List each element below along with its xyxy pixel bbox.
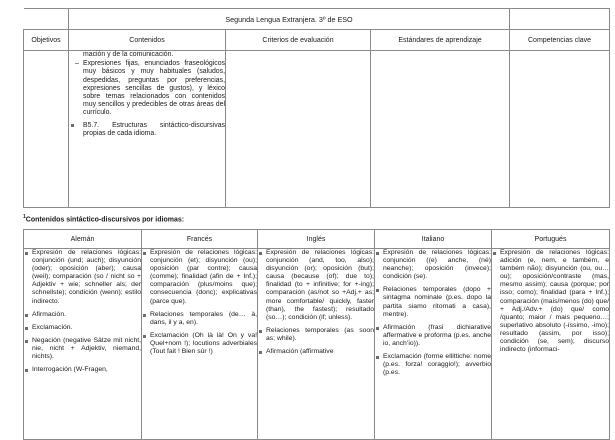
list-item-text: Relaciones temporales (de… à, dans, il y a, en). xyxy=(150,310,257,326)
list-item xyxy=(375,249,491,281)
list-item xyxy=(142,249,257,306)
header-aleman: Alemán xyxy=(24,230,142,249)
list-item xyxy=(375,324,491,348)
square-bullet-icon xyxy=(25,314,28,317)
list-item-text: Exclamación. xyxy=(32,323,73,331)
blank-corner-cell xyxy=(24,9,69,30)
list-item xyxy=(492,249,609,354)
list-item-text: Expresión de relaciones lógicas: conjunción ((e) anche, (né) neanche); oposición (invece); condición (se). xyxy=(383,249,491,281)
square-bullet-icon xyxy=(71,124,74,127)
square-bullet-icon xyxy=(143,252,146,255)
square-bullet-icon xyxy=(259,252,262,255)
list-item xyxy=(24,311,141,319)
estandares-cell xyxy=(371,51,510,208)
content-dash-item: – Expresiones fijas, enunciados fraseológicos muy básicos y muy habituales (saludos, despedidas, preguntas por preferencias, expresiones sencillas de gustos), y léxico sobre temas relacionados con contenidos muy sencillos y predecibles de otras áreas del currículo. xyxy=(69,60,225,117)
criterios-cell xyxy=(226,51,371,208)
list-item xyxy=(258,348,374,356)
square-bullet-icon xyxy=(25,252,28,255)
header-estandares: Estándares de aprendizaje xyxy=(371,30,510,51)
content-intro: mación y de la comunicación. xyxy=(83,51,174,58)
square-bullet-icon xyxy=(259,330,262,333)
square-bullet-icon xyxy=(25,340,28,343)
list-item-text: Negación (negative Sätze mit nicht, nie, nicht + Adjektiv, niemand, nichts). xyxy=(32,336,141,361)
square-bullet-icon xyxy=(25,369,28,372)
footnote-heading xyxy=(23,214,184,223)
header-contenidos: Contenidos xyxy=(69,30,226,51)
list-item-text: Expresión de relaciones lógicas: adición (e, nem, e também, e também não); disyunción (ou, ou…ou); oposición/contraste (mas, mesmo assim); causa (porque; por isso; como); finalidad (para + Inf.); comparación (mais/menos (do) que/ + Adj./Adv.+ (do) que/ como /quanto; maior / mais pequeno…; superlativo absoluto (-íssimo, -imo); resultado (assim, por isso); condición (se, sem); discurso indirecto (informaci- xyxy=(500,249,609,354)
list-item xyxy=(258,249,374,322)
square-bullet-icon xyxy=(493,252,496,255)
blank-title-cell xyxy=(510,9,610,30)
curriculum-table xyxy=(23,8,610,208)
square-bullet-icon xyxy=(376,252,379,255)
competencias-cell xyxy=(510,51,610,208)
header-italiano: Italiano xyxy=(375,230,492,249)
header-portugues: Portugués xyxy=(492,230,610,249)
list-item-text: Expresión de relaciones lógicas: conjunción (et); disyunción (ou); oposición (par contre); causa (comme); finalidad (afin de + Inf.); comparación (plus/moins que); consecuencia (donc); explicativas (parce que). xyxy=(150,249,257,305)
list-item xyxy=(258,327,374,343)
header-competencias: Competencias clave xyxy=(510,30,610,51)
table-title: Segunda Lengua Extranjera. 3º de ESO xyxy=(69,9,510,30)
square-bullet-icon xyxy=(376,356,379,359)
header-criterios: Criterios de evaluación xyxy=(226,30,371,51)
list-item-text: Expresión de relaciones lógicas: conjunción (and, too, also); disyunción (or); oposición (but); causa (because (of); due to); finalidad (to + infinitive; for +-ing); comparación (as/not so +Adj.+ as; more comfortable/ quickly, faster (than), the fastest); resultado (so…); condición (if; unless). xyxy=(266,249,374,321)
list-item xyxy=(24,337,141,361)
portugues-cell xyxy=(492,249,610,440)
list-item-text: Afirmación (frasi dichiarative affermative e proforma (p.es. anche io, anch’io)). xyxy=(383,323,491,347)
square-bullet-icon xyxy=(143,314,146,317)
list-item xyxy=(375,286,491,318)
list-item xyxy=(142,332,257,356)
content-square-item xyxy=(69,122,225,138)
square-bullet-icon xyxy=(25,327,28,330)
italiano-cell xyxy=(375,249,492,440)
objetivos-cell xyxy=(24,51,69,208)
list-item xyxy=(24,249,141,306)
header-frances: Francés xyxy=(142,230,258,249)
list-item xyxy=(24,324,141,332)
language-table xyxy=(23,229,610,440)
footnote-text: Contenidos sintáctico-discursivos por idiomas: xyxy=(25,216,185,224)
list-item-text: Expresión de relaciones lógicas: conjunción (und; auch); disyunción (oder); oposición (aber); causa (weil); comparación (so / nicht so + Adjektiv + wie; schneller als; der schnellste); condición (wenn); estilo indirecto. xyxy=(32,249,141,305)
square-bullet-icon xyxy=(376,289,379,292)
header-objetivos: Objetivos xyxy=(24,30,69,51)
aleman-cell xyxy=(24,249,142,440)
square-bullet-icon xyxy=(376,327,379,330)
content-square-text: B5.7. Estructuras sintáctico-discursivas propias de cada idioma. xyxy=(83,121,225,137)
square-bullet-icon xyxy=(259,351,262,354)
list-item-text: Exclamación (Oh là là! On y va! Quel+nom !); locutions adverbiales (Tout fait ! Bien sûr !) xyxy=(150,331,257,356)
ingles-cell xyxy=(258,249,375,440)
square-bullet-icon xyxy=(143,335,146,338)
list-item xyxy=(142,311,257,327)
list-item-text: Relaciones temporales (as soon as; while). xyxy=(266,326,374,342)
list-item xyxy=(375,353,491,377)
frances-cell xyxy=(142,249,258,440)
list-item-text: Afirmación. xyxy=(32,310,66,318)
list-item-text: Relaciones temporales (dopo + sintagma nominale (p.es. dopo la partita siamo ritornati a casa), mentre). xyxy=(383,286,491,318)
list-item-text: Exclamación (forme ellittiche: nome (p.es. forza! coraggio!); avverbio (p.es. xyxy=(383,353,491,377)
list-item xyxy=(24,366,141,374)
header-ingles: Inglés xyxy=(258,230,375,249)
footnote-marker: 1 xyxy=(23,214,26,220)
list-item-text: Afirmación (affirmative xyxy=(266,348,334,356)
list-item-text: Interrogación (W-Fragen, xyxy=(32,366,108,374)
contenidos-cell xyxy=(69,51,226,208)
